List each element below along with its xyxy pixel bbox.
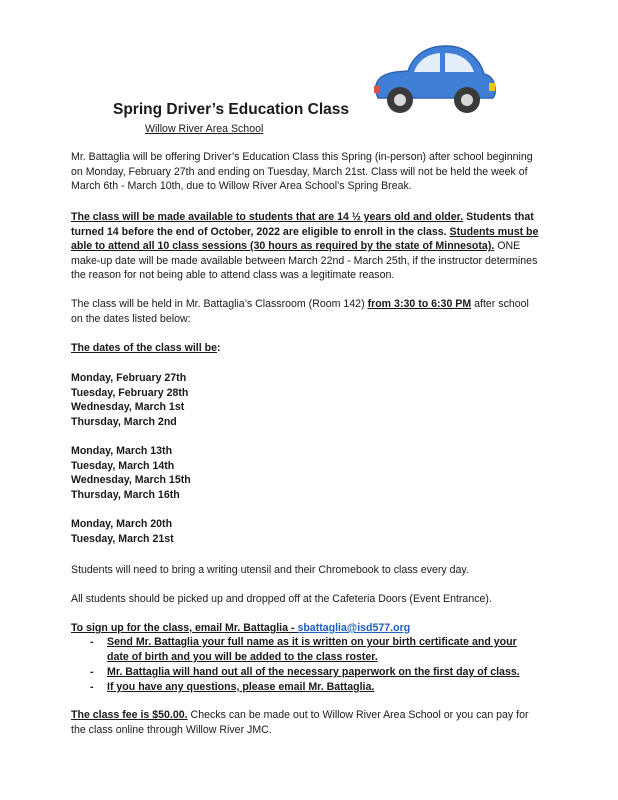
date-item: Monday, March 13th — [71, 445, 173, 457]
bullet-dash: - — [90, 636, 94, 648]
school-name: Willow River Area School — [145, 123, 264, 135]
dates-heading-colon: : — [217, 342, 221, 354]
dates-week-3 — [71, 517, 174, 546]
signup-heading — [71, 621, 410, 636]
supplies-note: Students will need to bring a writing utensil and their Chromebook to class every day. — [71, 564, 469, 576]
signup-heading-text: To sign up for the class, email Mr. Battaglia - — [71, 622, 298, 634]
bullet-text: Mr. Battaglia will hand out all of the necessary paperwork on the first day of class. — [107, 666, 520, 678]
fee-paragraph — [71, 708, 541, 737]
eligibility-makeup: ONE make-up date will be made available between March 22nd - March 25th, if the instructor determines the reason for not being able to attend class was a legitimate reason. — [71, 240, 538, 282]
location-text: The class will be held in Mr. Battaglia’s Classroom (Room 142) — [71, 298, 368, 310]
class-time: from 3:30 to 6:30 PM — [367, 298, 472, 310]
eligibility-age: The class will be made available to students that are 14 ½ years old and older. — [71, 211, 464, 223]
date-item: Monday, February 27th — [71, 372, 187, 384]
list-item — [90, 680, 540, 695]
bullet-text: Send Mr. Battaglia your full name as it is written on your birth certificate and your date of birth and you will be added to the class roster. — [107, 636, 517, 663]
fee-amount: The class fee is $50.00. — [71, 709, 188, 721]
date-item: Tuesday, March 21st — [71, 532, 174, 545]
list-item — [90, 665, 540, 680]
eligibility-october: Students that turned 14 before the end of October, 2022 are eligible to enroll in the class. — [71, 211, 534, 238]
list-item — [90, 635, 540, 665]
date-item: Thursday, March 2nd — [71, 415, 177, 428]
dates-week-1 — [71, 371, 188, 429]
location-paragraph — [71, 297, 531, 326]
bullet-dash: - — [90, 681, 94, 693]
pickup-note: All students should be picked up and dropped off at the Cafeteria Doors (Event Entrance). — [71, 593, 492, 605]
eligibility-paragraph — [71, 210, 541, 283]
eligibility-attendance: Students must be able to attend all 10 class sessions (30 hours as required by the state of Minnesota). — [71, 225, 539, 253]
car-icon — [370, 40, 500, 118]
date-item: Thursday, March 16th — [71, 488, 180, 501]
date-item: Tuesday, March 14th — [71, 459, 175, 472]
bullet-text: If you have any questions, please email Mr. Battaglia. — [107, 681, 375, 693]
date-item: Wednesday, March 1st — [71, 401, 185, 413]
date-item: Monday, March 20th — [71, 518, 173, 530]
date-item: Wednesday, March 15th — [71, 474, 191, 486]
page-title: Spring Driver’s Education Class — [113, 101, 350, 118]
dates-heading — [71, 341, 221, 356]
intro-paragraph: Mr. Battaglia will be offering Driver’s Education Class this Spring (in-person) after school beginning on Monday, February 27th and ending on Tuesday, March 21st. Class will not be held the week of March 6th - March 10th, due to Willow River Area School’s Spring Break. — [71, 151, 533, 193]
email-link[interactable]: sbattaglia@isd577.org — [297, 622, 411, 634]
date-item: Tuesday, February 28th — [71, 386, 189, 399]
location-text-after: after school on the dates listed below: — [71, 298, 529, 325]
dates-week-2 — [71, 444, 191, 502]
dates-heading-text: The dates of the class will be — [71, 342, 218, 354]
bullet-dash: - — [90, 666, 94, 678]
fee-details: Checks can be made out to Willow River Area School or you can pay for the class online through Willow River JMC. — [71, 709, 529, 736]
